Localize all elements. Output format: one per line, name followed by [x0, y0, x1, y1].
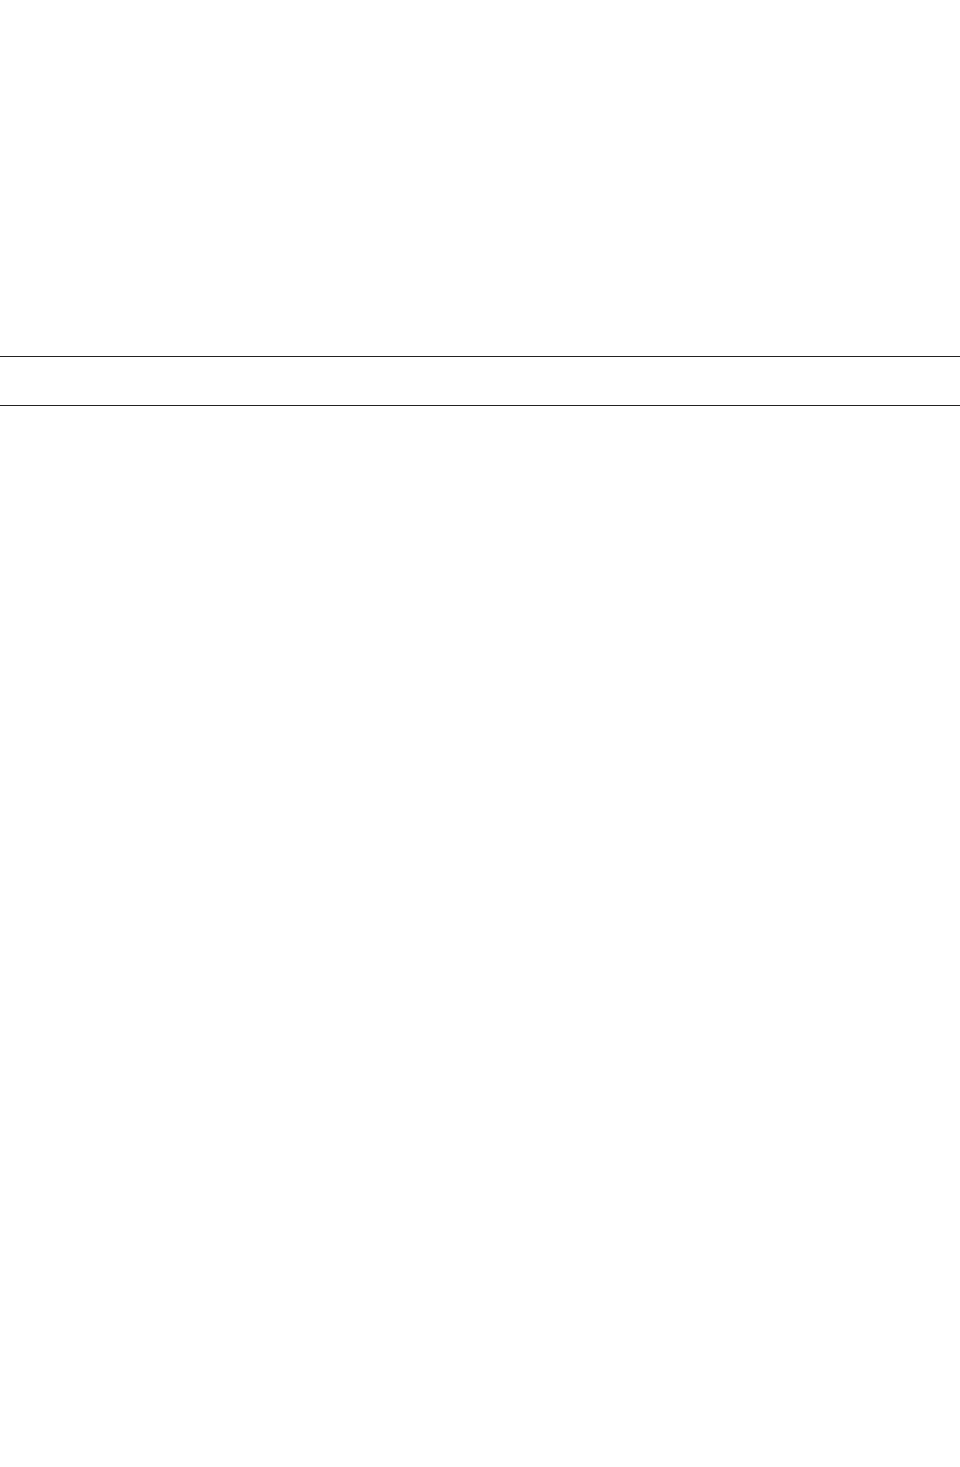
table-header: [0, 356, 960, 406]
